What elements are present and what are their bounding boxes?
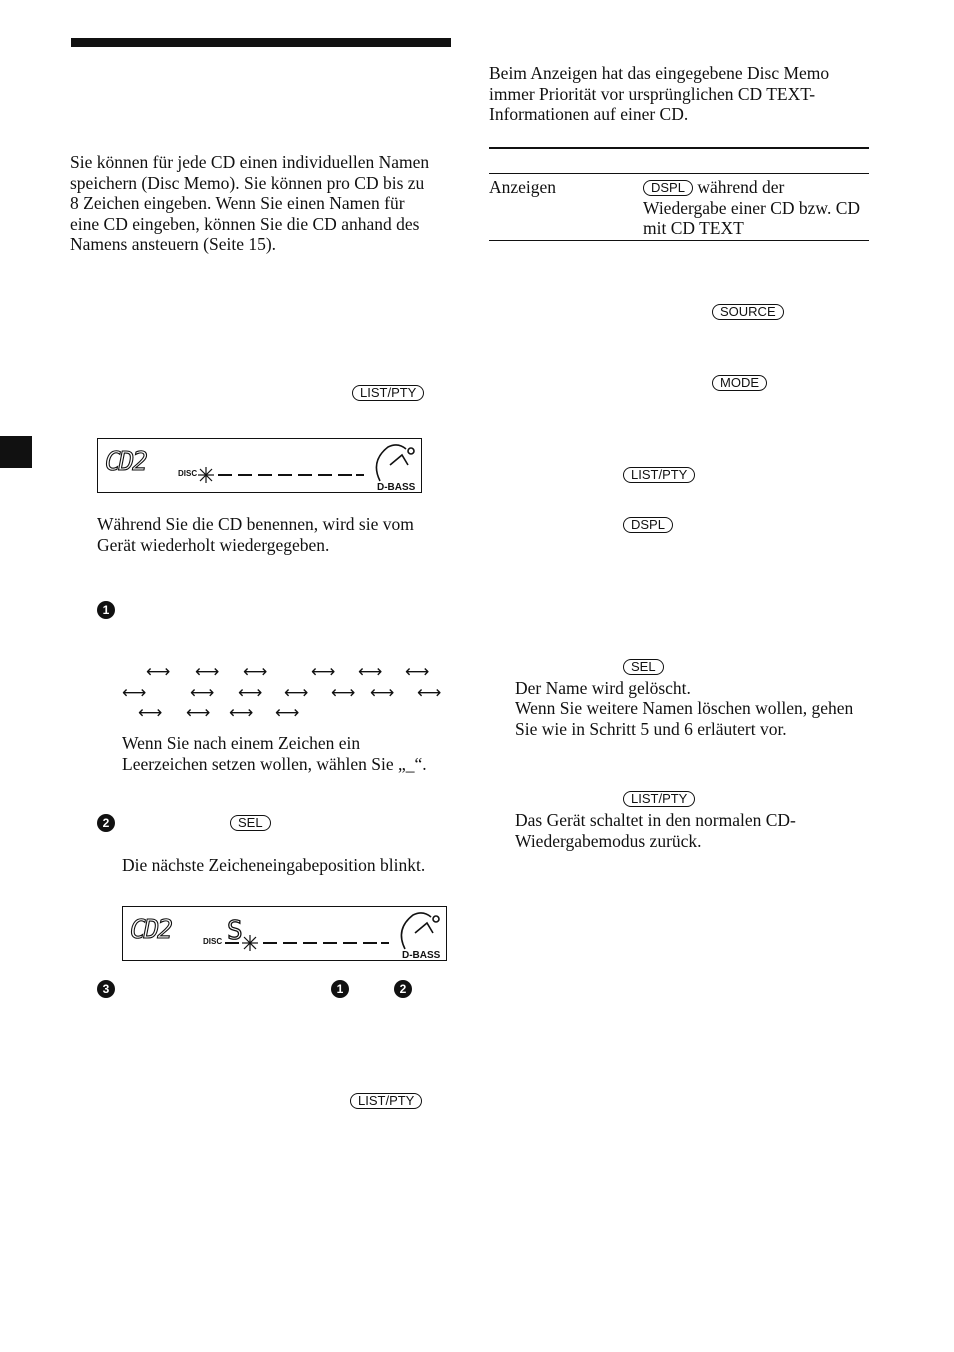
repeat-note: Während Sie die CD benennen, wird sie vom Gerät wiederholt wiedergegeben. bbox=[97, 514, 414, 555]
list-pty-button[interactable]: LIST/PTY bbox=[350, 1093, 422, 1109]
arrow-icon: ⟷ bbox=[331, 683, 356, 703]
next-position-note: Die nächste Zeicheneingabeposition blinkt. bbox=[122, 855, 426, 875]
lcd-display-2-graphic bbox=[123, 907, 446, 960]
arrow-icon: ⟷ bbox=[190, 683, 215, 703]
table-bottom-rule bbox=[489, 240, 869, 241]
list-pty-button[interactable]: LIST/PTY bbox=[352, 385, 424, 401]
entered-character: S bbox=[227, 916, 243, 946]
table-desc-line1: während der bbox=[697, 177, 785, 197]
intro-paragraph: Sie können für jede CD einen individuellen Namen speichern (Disc Memo). Sie können pro CD bis zu 8 Zeichen eingeben. Wenn Sie einen Namen für eine CD eingeben, können Sie die CD anhand des Namens ansteuern (Seite 15). bbox=[70, 152, 430, 254]
list-pty-button[interactable]: LIST/PTY bbox=[623, 791, 695, 807]
dbass-label: D-BASS bbox=[377, 482, 416, 492]
return-note: Das Gerät schaltet in den normalen CD-Wiedergabemodus zurück. bbox=[515, 810, 796, 851]
arrow-icon: ⟷ bbox=[238, 683, 263, 703]
lcd-display-2 bbox=[122, 906, 447, 961]
lcd-segment-text: CD2 bbox=[130, 915, 171, 945]
sel-button[interactable]: SEL bbox=[230, 815, 271, 831]
dbass-logo-icon bbox=[401, 913, 439, 949]
mode-button[interactable]: MODE bbox=[712, 375, 767, 391]
arrow-icon: ⟷ bbox=[138, 703, 163, 723]
lcd-segment-text: CD2 bbox=[105, 447, 146, 477]
table-header-rule bbox=[489, 173, 869, 174]
dspl-button[interactable]: DSPL bbox=[623, 517, 673, 533]
blink-icon bbox=[198, 467, 214, 483]
arrow-icon: ⟷ bbox=[311, 662, 336, 682]
sel-button[interactable]: SEL bbox=[623, 659, 664, 675]
disc-label: DISC bbox=[178, 469, 198, 478]
step-3-marker: 3 bbox=[97, 980, 115, 998]
disc-label: DISC bbox=[203, 937, 223, 946]
step-2-marker: 2 bbox=[97, 814, 115, 832]
table-row-description bbox=[643, 177, 868, 239]
arrow-icon: ⟷ bbox=[417, 683, 442, 703]
dspl-button[interactable]: DSPL bbox=[643, 180, 693, 196]
arrow-icon: ⟷ bbox=[243, 662, 268, 682]
step-1-reference: 1 bbox=[331, 980, 349, 998]
dbass-logo-icon bbox=[376, 445, 414, 481]
arrow-icon: ⟷ bbox=[284, 683, 309, 703]
step-2-reference: 2 bbox=[394, 980, 412, 998]
arrow-icon: ⟷ bbox=[405, 662, 430, 682]
table-row-label: Anzeigen bbox=[489, 177, 557, 197]
arrow-icon: ⟷ bbox=[370, 683, 395, 703]
header-rule bbox=[71, 38, 451, 47]
side-tab-marker bbox=[0, 436, 32, 468]
blink-icon bbox=[242, 935, 258, 951]
space-note: Wenn Sie nach einem Zeichen ein Leerzeichen setzen wollen, wählen Sie „_“. bbox=[122, 733, 427, 774]
arrow-icon: ⟷ bbox=[229, 703, 254, 723]
lcd-display bbox=[97, 438, 422, 493]
table-top-rule bbox=[489, 147, 869, 149]
arrow-icon: ⟷ bbox=[358, 662, 383, 682]
table-desc-rest: Wiedergabe einer CD bzw. CD mit CD TEXT bbox=[643, 197, 860, 238]
arrow-icon: ⟷ bbox=[275, 703, 300, 723]
more-names-note: Wenn Sie weitere Namen löschen wollen, gehen Sie wie in Schritt 5 und 6 erläutert vor. bbox=[515, 698, 854, 739]
source-button[interactable]: SOURCE bbox=[712, 304, 784, 320]
arrow-icon: ⟷ bbox=[122, 683, 147, 703]
list-pty-button[interactable]: LIST/PTY bbox=[623, 467, 695, 483]
arrow-icon: ⟷ bbox=[146, 662, 171, 682]
dbass-label: D-BASS bbox=[402, 950, 441, 960]
step-1-marker: 1 bbox=[97, 601, 115, 619]
deleted-note: Der Name wird gelöscht. bbox=[515, 678, 691, 698]
arrow-icon: ⟷ bbox=[186, 703, 211, 723]
arrow-icon: ⟷ bbox=[195, 662, 220, 682]
lcd-display-graphic bbox=[98, 439, 421, 492]
priority-note: Beim Anzeigen hat das eingegebene Disc Memo immer Priorität vor ursprünglichen CD TEXT-Informationen auf einer CD. bbox=[489, 63, 830, 124]
